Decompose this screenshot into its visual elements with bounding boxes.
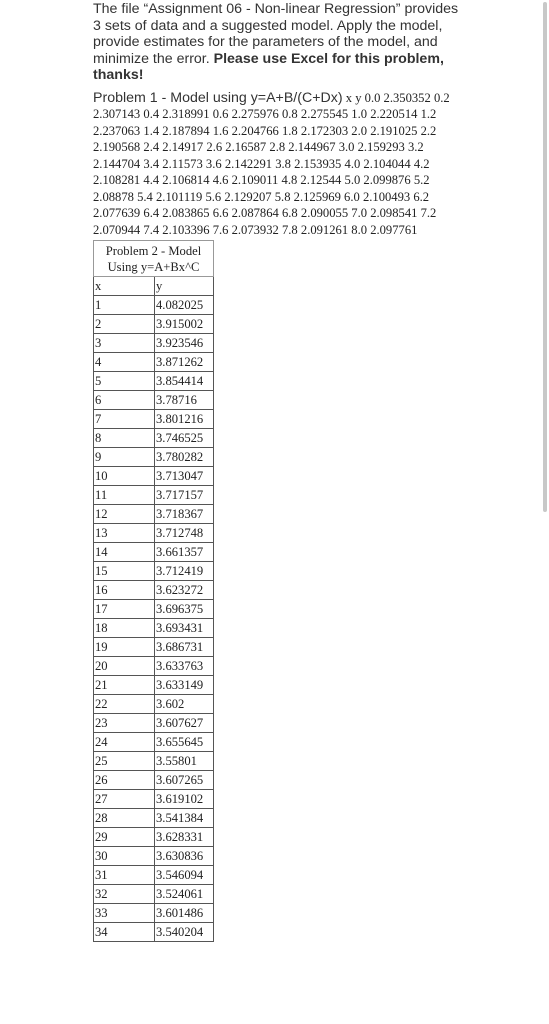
problem1-block (93, 90, 468, 239)
problem1-y-value: 2.104044 (363, 156, 411, 171)
problem1-y-value: 2.14917 (162, 140, 204, 155)
problem1-y-value: 2.191025 (370, 123, 418, 138)
problem2-y-cell: 3.633763 (155, 657, 214, 676)
problem2-y-cell: 3.746525 (155, 429, 214, 448)
problem1-y-value: 2.204766 (231, 123, 279, 138)
problem2-row (94, 809, 214, 828)
problem2-x-cell: 3 (94, 334, 155, 353)
problem2-header-y: y (155, 277, 214, 296)
problem1-y-value: 2.109011 (231, 173, 279, 188)
problem2-table (93, 240, 214, 942)
problem1-x-value: 0.8 (281, 107, 298, 122)
problem1-x-value: 0.0 (364, 90, 381, 105)
problem2-x-cell: 26 (94, 771, 155, 790)
problem1-x-value: 3.2 (407, 140, 424, 155)
problem2-y-cell: 3.607627 (155, 714, 214, 733)
problem2-y-cell: 3.661357 (155, 543, 214, 562)
problem2-x-cell: 10 (94, 467, 155, 486)
problem2-row (94, 448, 214, 467)
problem2-x-cell: 15 (94, 562, 155, 581)
problem1-y-value: 2.077639 (93, 206, 141, 221)
problem2-x-cell: 5 (94, 372, 155, 391)
problem2-x-cell: 20 (94, 657, 155, 676)
problem2-x-cell: 13 (94, 524, 155, 543)
problem2-row (94, 904, 214, 923)
problem2-row (94, 296, 214, 315)
problem1-y-value: 2.099876 (363, 173, 411, 188)
problem2-x-cell: 18 (94, 619, 155, 638)
problem2-y-cell: 3.602 (155, 695, 214, 714)
problem2-y-cell: 3.78716 (155, 391, 214, 410)
problem2-x-cell: 11 (94, 486, 155, 505)
problem2-y-cell: 3.686731 (155, 638, 214, 657)
problem1-y-value: 2.101119 (156, 189, 203, 204)
problem2-x-cell: 14 (94, 543, 155, 562)
problem1-y-value: 2.103396 (162, 222, 210, 237)
problem1-y-value: 2.172303 (300, 123, 349, 138)
problem2-row (94, 733, 214, 752)
problem2-row (94, 486, 214, 505)
problem2-row (94, 562, 214, 581)
problem2-y-cell: 3.693431 (155, 619, 214, 638)
problem2-x-cell: 29 (94, 828, 155, 847)
assignment-document (93, 0, 468, 942)
intro-bold-request: Please use Excel for this problem, thanks! (93, 50, 444, 84)
problem1-x-value: 2.6 (206, 140, 223, 155)
problem1-y-value: 2.220514 (370, 107, 418, 122)
problem1-x-value: 1.6 (212, 123, 229, 138)
problem1-x-value: 4.6 (212, 173, 229, 188)
intro-text: The file “Assignment 06 - Non-linear Regression” provides 3 sets of data and a suggested model. Apply the model, provide estimates for the parameters of the model, and minimize the error. (93, 1, 459, 67)
problem2-x-cell: 22 (94, 695, 155, 714)
problem2-row (94, 391, 214, 410)
problem2-row (94, 467, 214, 486)
problem2-row (94, 429, 214, 448)
problem1-x-value: 1.0 (351, 107, 368, 122)
problem2-x-cell: 9 (94, 448, 155, 467)
problem1-x-value: 4.2 (413, 156, 430, 171)
problem2-row (94, 714, 214, 733)
problem2-title-row (94, 241, 214, 277)
problem1-x-value: 3.6 (205, 156, 222, 171)
problem1-x-value: 5.0 (344, 173, 361, 188)
problem2-row (94, 543, 214, 562)
problem2-row (94, 600, 214, 619)
problem2-row (94, 334, 214, 353)
problem2-row (94, 885, 214, 904)
problem1-x-value: 2.4 (143, 140, 160, 155)
problem1-x-value: 3.4 (143, 156, 160, 171)
problem2-x-cell: 25 (94, 752, 155, 771)
problem1-y-value: 2.11573 (162, 156, 203, 171)
problem2-y-cell: 3.801216 (155, 410, 214, 429)
problem2-x-cell: 19 (94, 638, 155, 657)
problem1-x-value: 7.8 (281, 222, 298, 237)
problem2-x-cell: 33 (94, 904, 155, 923)
problem2-y-cell: 3.717157 (155, 486, 214, 505)
problem2-y-cell: 3.712419 (155, 562, 214, 581)
problem1-y-value: 2.098541 (370, 206, 418, 221)
problem2-row (94, 771, 214, 790)
problem2-x-cell: 34 (94, 923, 155, 942)
problem2-row (94, 847, 214, 866)
problem1-x-value: 6.8 (281, 206, 298, 221)
problem1-header-x: x (345, 90, 353, 105)
problem2-y-cell: 3.854414 (155, 372, 214, 391)
problem2-row (94, 923, 214, 942)
problem1-x-value: 5.4 (137, 189, 153, 204)
problem2-x-cell: 8 (94, 429, 155, 448)
vertical-scrollbar[interactable] (543, 2, 547, 512)
problem2-y-cell: 3.601486 (155, 904, 214, 923)
problem1-x-value: 5.8 (274, 189, 291, 204)
problem2-y-cell: 3.633149 (155, 676, 214, 695)
problem2-y-cell: 3.619102 (155, 790, 214, 809)
problem2-y-cell: 3.55801 (155, 752, 214, 771)
problem2-y-cell: 3.540204 (155, 923, 214, 942)
problem1-x-value: 7.6 (212, 222, 229, 237)
problem1-y-value: 2.087864 (231, 206, 279, 221)
problem1-values (93, 91, 450, 237)
problem1-x-value: 8.0 (351, 222, 368, 237)
problem1-y-value: 2.070944 (93, 222, 141, 237)
problem1-y-value: 2.125969 (293, 189, 341, 204)
problem1-x-value: 2.8 (269, 140, 286, 155)
problem2-row (94, 676, 214, 695)
problem1-y-value: 2.318991 (162, 107, 210, 122)
problem2-y-cell: 3.713047 (155, 467, 214, 486)
problem1-y-value: 2.307143 (93, 107, 141, 122)
problem2-header-x: x (94, 277, 155, 296)
problem2-y-cell: 3.696375 (155, 600, 214, 619)
problem1-x-value: 7.0 (351, 206, 368, 221)
problem2-x-cell: 31 (94, 866, 155, 885)
problem1-y-value: 2.187894 (162, 123, 210, 138)
problem1-x-value: 1.2 (420, 107, 437, 122)
problem1-x-value: 0.2 (433, 90, 450, 105)
problem1-header-y: y (355, 90, 362, 105)
problem2-y-cell: 3.655645 (155, 733, 214, 752)
problem1-x-value: 7.2 (420, 206, 437, 221)
problem2-row (94, 581, 214, 600)
problem2-row (94, 790, 214, 809)
problem2-y-cell: 3.628331 (155, 828, 214, 847)
problem1-y-value: 2.16587 (225, 140, 267, 155)
problem1-y-value: 2.142291 (224, 156, 273, 171)
problem1-x-value: 1.4 (143, 123, 160, 138)
problem1-x-value: 4.4 (143, 173, 160, 188)
problem2-row (94, 353, 214, 372)
problem2-y-cell: 3.630836 (155, 847, 214, 866)
problem1-y-value: 2.108281 (93, 173, 141, 188)
problem2-x-cell: 24 (94, 733, 155, 752)
problem1-y-value: 2.100493 (362, 189, 411, 204)
problem2-y-cell: 3.915002 (155, 315, 214, 334)
problem1-y-value: 2.144704 (93, 156, 141, 171)
problem1-y-value: 2.153935 (294, 156, 342, 171)
problem2-y-cell: 3.623272 (155, 581, 214, 600)
problem2-row (94, 524, 214, 543)
problem1-y-value: 2.350352 (383, 90, 431, 105)
problem2-row (94, 505, 214, 524)
problem2-x-cell: 4 (94, 353, 155, 372)
problem1-x-value: 4.8 (281, 173, 298, 188)
problem2-x-cell: 2 (94, 315, 155, 334)
problem2-y-cell: 3.712748 (155, 524, 214, 543)
problem2-x-cell: 21 (94, 676, 155, 695)
problem1-x-value: 2.0 (351, 123, 368, 138)
problem1-y-value: 2.090055 (300, 206, 349, 221)
problem2-x-cell: 12 (94, 505, 155, 524)
problem1-y-value: 2.106814 (162, 173, 210, 188)
problem1-x-value: 4.0 (344, 156, 361, 171)
problem2-row (94, 372, 214, 391)
problem1-y-value: 2.275545 (300, 107, 349, 122)
problem2-x-cell: 28 (94, 809, 155, 828)
problem2-row (94, 315, 214, 334)
problem2-x-cell: 17 (94, 600, 155, 619)
problem2-row (94, 410, 214, 429)
problem1-x-value: 6.6 (212, 206, 229, 221)
problem2-title-line2: Using y=A+Bx^C (107, 260, 200, 275)
problem2-row (94, 695, 214, 714)
problem1-y-value: 2.12544 (300, 173, 342, 188)
problem2-row (94, 828, 214, 847)
problem2-row (94, 619, 214, 638)
problem1-y-value: 2.237063 (93, 123, 141, 138)
problem1-x-value: 5.6 (205, 189, 222, 204)
problem1-y-value: 2.275976 (231, 107, 279, 122)
problem2-x-cell: 27 (94, 790, 155, 809)
problem2-header-row (94, 277, 214, 296)
problem2-x-cell: 23 (94, 714, 155, 733)
problem2-row (94, 866, 214, 885)
intro-paragraph (93, 0, 468, 84)
problem2-title-line1: Problem 2 - Model (105, 244, 202, 259)
problem2-y-cell: 3.524061 (155, 885, 214, 904)
problem2-row (94, 638, 214, 657)
problem1-y-value: 2.190568 (93, 140, 141, 155)
problem2-x-cell: 32 (94, 885, 155, 904)
problem1-x-value: 3.8 (275, 156, 291, 171)
problem2-y-cell: 3.541384 (155, 809, 214, 828)
problem1-x-value: 6.2 (413, 189, 430, 204)
problem2-x-cell: 7 (94, 410, 155, 429)
problem2-row (94, 752, 214, 771)
problem2-row (94, 657, 214, 676)
problem1-y-value: 2.129207 (224, 189, 272, 204)
problem1-x-value: 3.0 (338, 140, 355, 155)
problem1-x-value: 2.2 (420, 123, 437, 138)
problem1-x-value: 6.0 (344, 189, 360, 204)
problem2-x-cell: 1 (94, 296, 155, 315)
problem1-y-value: 2.083865 (162, 206, 210, 221)
problem1-y-value: 2.08878 (93, 189, 134, 204)
problem2-y-cell: 3.923546 (155, 334, 214, 353)
problem1-x-value: 6.4 (143, 206, 160, 221)
problem1-x-value: 1.8 (281, 123, 298, 138)
problem2-y-cell: 3.780282 (155, 448, 214, 467)
problem1-y-value: 2.159293 (357, 140, 405, 155)
problem1-heading: Problem 1 - Model using y=A+B/(C+Dx) (93, 89, 343, 106)
problem2-y-cell: 4.082025 (155, 296, 214, 315)
problem2-x-cell: 30 (94, 847, 155, 866)
problem2-x-cell: 6 (94, 391, 155, 410)
problem1-y-value: 2.144967 (288, 140, 336, 155)
problem2-y-cell: 3.607265 (155, 771, 214, 790)
problem1-x-value: 5.2 (413, 173, 430, 188)
problem2-x-cell: 16 (94, 581, 155, 600)
problem1-x-value: 0.6 (212, 107, 229, 122)
problem1-x-value: 7.4 (143, 222, 160, 237)
problem1-x-value: 0.4 (143, 107, 160, 122)
problem1-y-value: 2.097761 (370, 222, 418, 237)
problem2-y-cell: 3.871262 (155, 353, 214, 372)
problem1-y-value: 2.091261 (300, 222, 349, 237)
problem1-y-value: 2.073932 (231, 222, 279, 237)
problem2-y-cell: 3.546094 (155, 866, 214, 885)
problem2-y-cell: 3.718367 (155, 505, 214, 524)
problem2-title-cell (94, 241, 214, 277)
